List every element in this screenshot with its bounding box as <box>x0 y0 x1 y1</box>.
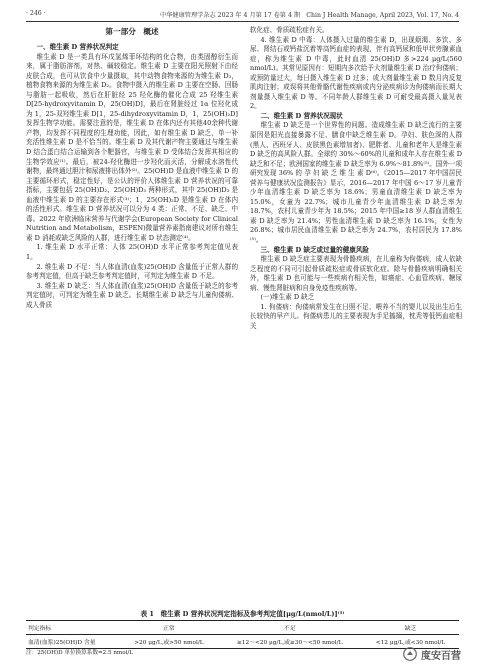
watermark-text: 度安百营 <box>421 650 461 662</box>
paragraph: 1. 维生素 D 水平正常：人体 25(OH)D 水平正常参考判定值见表 1。 <box>26 243 238 262</box>
section-title: 第一部分 概述 <box>105 27 159 36</box>
header-indicator: 判定指标 <box>26 621 120 635</box>
journal-citation: 中华健康管理学杂志 2023 年 4 月第 17 卷第 4 期 Chin J Health Manage, April 2023, Vol. 17, No. 4 <box>160 12 459 19</box>
header-insufficient: 不足 <box>217 621 362 635</box>
header-rule <box>26 21 459 22</box>
table-caption: 表 1 维生素 D 营养状况判定指标及参考判定值[μg/L(nmol/L)]⁽⁵⁾ <box>140 610 345 618</box>
subheading: 三、维生素 D 缺乏或过量的健康风险 <box>260 245 369 254</box>
right-column <box>250 26 462 332</box>
header-normal: 正常 <box>120 621 217 635</box>
subheading: (一)维生素 D 缺乏 <box>260 293 315 302</box>
cell-normal: >20 μg/L,或>50 nmol/L <box>120 635 217 649</box>
left-column <box>26 26 238 310</box>
watermark-logo-icon <box>403 647 417 661</box>
table-row <box>26 635 459 649</box>
subheading: 一、维生素 D 营养状况判定 <box>36 43 119 51</box>
paragraph: 维生素 D 缺乏是一个世界性的问题。造成维生素 D 缺乏流行的主要原因是阳光直接暴露不足、膳食中缺乏维生素 D。孕妇、肤色深的人群(黑人、西班牙人、皮肤黑色素增加者)、肥胖者、儿童和老年人是维生素 D 缺乏的高风险人群。全球约 30%～60%的儿童和成年人存在维生素 D 缺乏和不足；欧洲国家的维生素 D 缺乏率为 6.9%～81.8%⁽⁵⁾。国外一项研究发现 36% 的 孕 妇 缺 乏 维 生 素 D⁽⁶⁾。《2015—2017 年中国居民营养与健康状况监测报告》显示，2016—2017 年中国 6～17 岁儿童青少年血清维生素 D 缺乏率为 18.6%；男童血清维生素 D 缺乏率为 15.0%，女童为 22.7%；城市儿童青少年血清维生素 D 缺乏率为 18.7%，农村儿童青少年为 18.5%；2015 年中国≥18 岁人群血清维生素 D 缺乏率为 21.4%；男性血清维生素 D 缺乏率为 16.1%，女性为 26.8%；城市居民血清维生素 D 缺乏率为 24.7%，农村居民为 17.8%⁽⁵⁾。 <box>250 121 462 245</box>
reference-table <box>26 620 459 649</box>
page-number: · 246 · <box>26 10 46 17</box>
paragraph: 维生素 D 是一类具有环戊氢烯菲环结构的化合物，由类固醇衍生而来，属于脂肪溶剂，对热、碱较稳定。维生素 D 主要在阳光照射下由经皮肤合成，也可从饮食中少量摄取，其中动物食物来源的为维生素 D₃，植物食物来源的为维生素 D₂。食物中摄入的维生素 D 主要在空肠、回肠与脂肪一起吸收，然后在肝脏经 25 羟化酶的催化合成 25 羟维生素 D[25-hydroxyvitamin D，25(OH)D]，最后在肾脏经过 1α 位羟化成为 1，25-双羟维生素 D[1，25-dihydroxyvitamin D，1，25(OH)₂D]发挥生物学功能。需要注意的是，维生素 D 在体内还有其他40余种代谢产物，均发挥不同程度的生理功能，因此，如有维生素 D 缺乏，单一补充活性维生素 D 是不恰当的。维生素 D 及其代谢产物主要通过与维生素 D 结合蛋白结合运输到各个靶器官，与维生素 D 受体结合发挥其相应的生物学效应⁽¹⁾。最后，被24-羟化酶进一步羟化而灭活，分解成水溶性代谢物，最终通过胆汁和尿液排出体外⁽²⁾。25(OH)D 是血液中维生素 D 的主要循环形式，稳定性好，是公认的评价人体维生素 D 营养状况的可靠指标，主要包括 25(OH)D₂、25(OH)D₃ 两种形式，其中 25(OH)D₃ 是血液中维生素 D 的主要存在形式⁽³⁾；1，25(OH)₂D 是维生素 D 在体内的活性形式。维生素 D 营养状况可以分为 4 类：正常、不足、缺乏、中毒。2022 年欧洲临床营养与代谢学会(European Society for Clinical Nutrition and Metabolism，ESPEN)微量营养素指南建议对所有维生素 D 消耗或缺乏风险的人群，进行维生素 D 状态测定⁽⁴⁾。 <box>26 52 238 242</box>
paragraph: 2. 维生素 D 不足：当人体血清(血浆)25(OH)D 含量低于正常人群的参考判定值，但高于缺乏参考判定值时，可判定为维生素 D 不足。 <box>26 262 238 281</box>
header-deficient: 缺乏 <box>362 621 459 635</box>
paragraph: 4. 维生素 D 中毒：人体摄入过量的维生素 D，出现烦渴、多饮、多尿、肾结石或钙盐沉着等高钙血症的表现，伴有高钙尿和低甲状旁腺素血症，称为维生素 D 中毒，此时血清 25(OH)D 多>224 μg/L(560 nmol/L)。其常见原因有：短期内多次给予大剂量维生素 D 治疗佝偻病；或预防量过大，每日摄入维生素 D 过多；或大剂量维生素 D 数月内反复肌肉注射；或误将其他骨骼代谢性疾病或内分泌疾病诊为佝偻病而长期大剂量摄入维生素 D 等。不同年龄人群维生素 D 可耐受最高摄入量见表 2。 <box>250 35 462 111</box>
cell-indicator: 血清(血浆)25(OH)D 含量 <box>26 635 120 649</box>
paragraph: 1. 佝偻病：佝偻病常发生在日照不足、喂养不当的婴儿以及出生后生长较快的早产儿。佝偻病患儿的主要表现为手足搐搦，枕秃等低钙血症相关 <box>250 302 462 330</box>
paragraph: 3. 维生素 D 缺乏：当人体血清(血浆)25(OH)D 含量低于缺乏的参考判定值时，可判定为维生素 D 缺乏。长期维生素 D 缺乏与儿童佝偻病、成人骨质 <box>26 281 238 309</box>
table-header-row <box>26 621 459 635</box>
subheading: 二、维生素 D 营养状况现状 <box>260 111 343 120</box>
cell-insufficient: ≥12～<20 μg/L,或≥30～<50 nmol/L <box>217 635 362 649</box>
paragraph: 软化症、骨质疏松症有关。 <box>250 26 329 34</box>
paragraph: 维生素 D 缺乏症主要表现为骨骼疾病，在儿童称为佝偻病，成人依缺乏程度的不同可引起骨质疏松症或骨质软化症。除与骨骼疾病明确相关外，维生素 D 也可能与一些疾病有相关性，如癌症、心血管疾病、糖尿病、慢性肾脏病和自身免疫性疾病等。 <box>250 255 462 292</box>
table-note: 注：25(OH)D 单位换算系数=2.5 nmol/L <box>26 650 133 656</box>
watermark <box>403 646 461 662</box>
cell-deficient: <12 μg/L,或<30 nmol/L <box>362 635 459 649</box>
